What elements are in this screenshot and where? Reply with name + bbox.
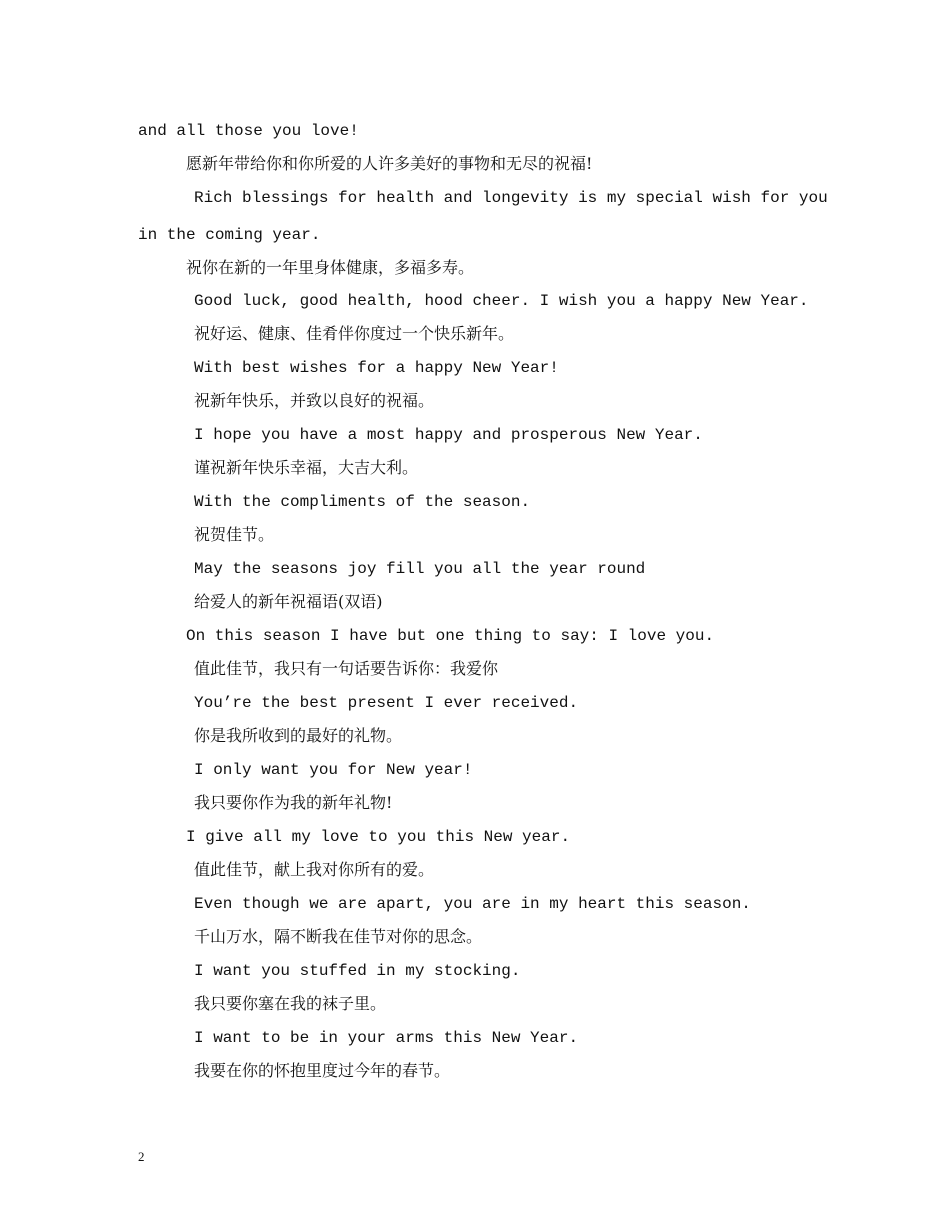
text-line: 谨祝新年快乐幸福，大吉大利。 — [194, 458, 419, 477]
text-line: 祝贺佳节。 — [194, 525, 275, 544]
text-line: and all those you love! — [138, 122, 359, 140]
page-number: 2 — [138, 1149, 145, 1164]
text-line: Good luck, good health, hood cheer. I wish you a happy New Year. — [194, 292, 809, 310]
text-line: in the coming year. — [138, 226, 321, 244]
text-line: 我要在你的怀抱里度过今年的春节。 — [194, 1061, 451, 1080]
text-line: 值此佳节，献上我对你所有的爱。 — [194, 860, 435, 879]
text-line: You’re the best present I ever received. — [194, 694, 579, 712]
text-line: I give all my love to you this New year. — [186, 828, 571, 846]
text-line: 我只要你作为我的新年礼物! — [194, 793, 393, 812]
text-line: May the seasons joy fill you all the year round — [194, 560, 646, 578]
text-line: Even though we are apart, you are in my heart this season. — [194, 895, 751, 913]
text-line: 愿新年带给你和你所爱的人许多美好的事物和无尽的祝福! — [186, 154, 593, 173]
text-line: 你是我所收到的最好的礼物。 — [194, 726, 403, 745]
text-line: With the compliments of the season. — [194, 493, 531, 511]
text-line: I hope you have a most happy and prosperous New Year. — [194, 426, 703, 444]
text-line: 我只要你塞在我的袜子里。 — [194, 994, 387, 1013]
text-line: I want you stuffed in my stocking. — [194, 962, 521, 980]
text-line: Rich blessings for health and longevity is my special wish for you — [194, 189, 828, 207]
text-line: I only want you for New year! — [194, 761, 473, 779]
text-line: 祝你在新的一年里身体健康，多福多寿。 — [186, 258, 475, 277]
text-line: I want to be in your arms this New Year. — [194, 1029, 579, 1047]
text-line: 千山万水，隔不断我在佳节对你的思念。 — [194, 927, 483, 946]
text-line: With best wishes for a happy New Year! — [194, 359, 559, 377]
text-line: 祝好运、健康、佳肴伴你度过一个快乐新年。 — [194, 324, 515, 343]
text-line: 给爱人的新年祝福语(双语) — [194, 592, 383, 611]
text-line: 祝新年快乐，并致以良好的祝福。 — [194, 391, 435, 410]
text-line: On this season I have but one thing to say: I love you. — [186, 627, 715, 645]
text-line: 值此佳节，我只有一句话要告诉你：我爱你 — [194, 659, 499, 678]
